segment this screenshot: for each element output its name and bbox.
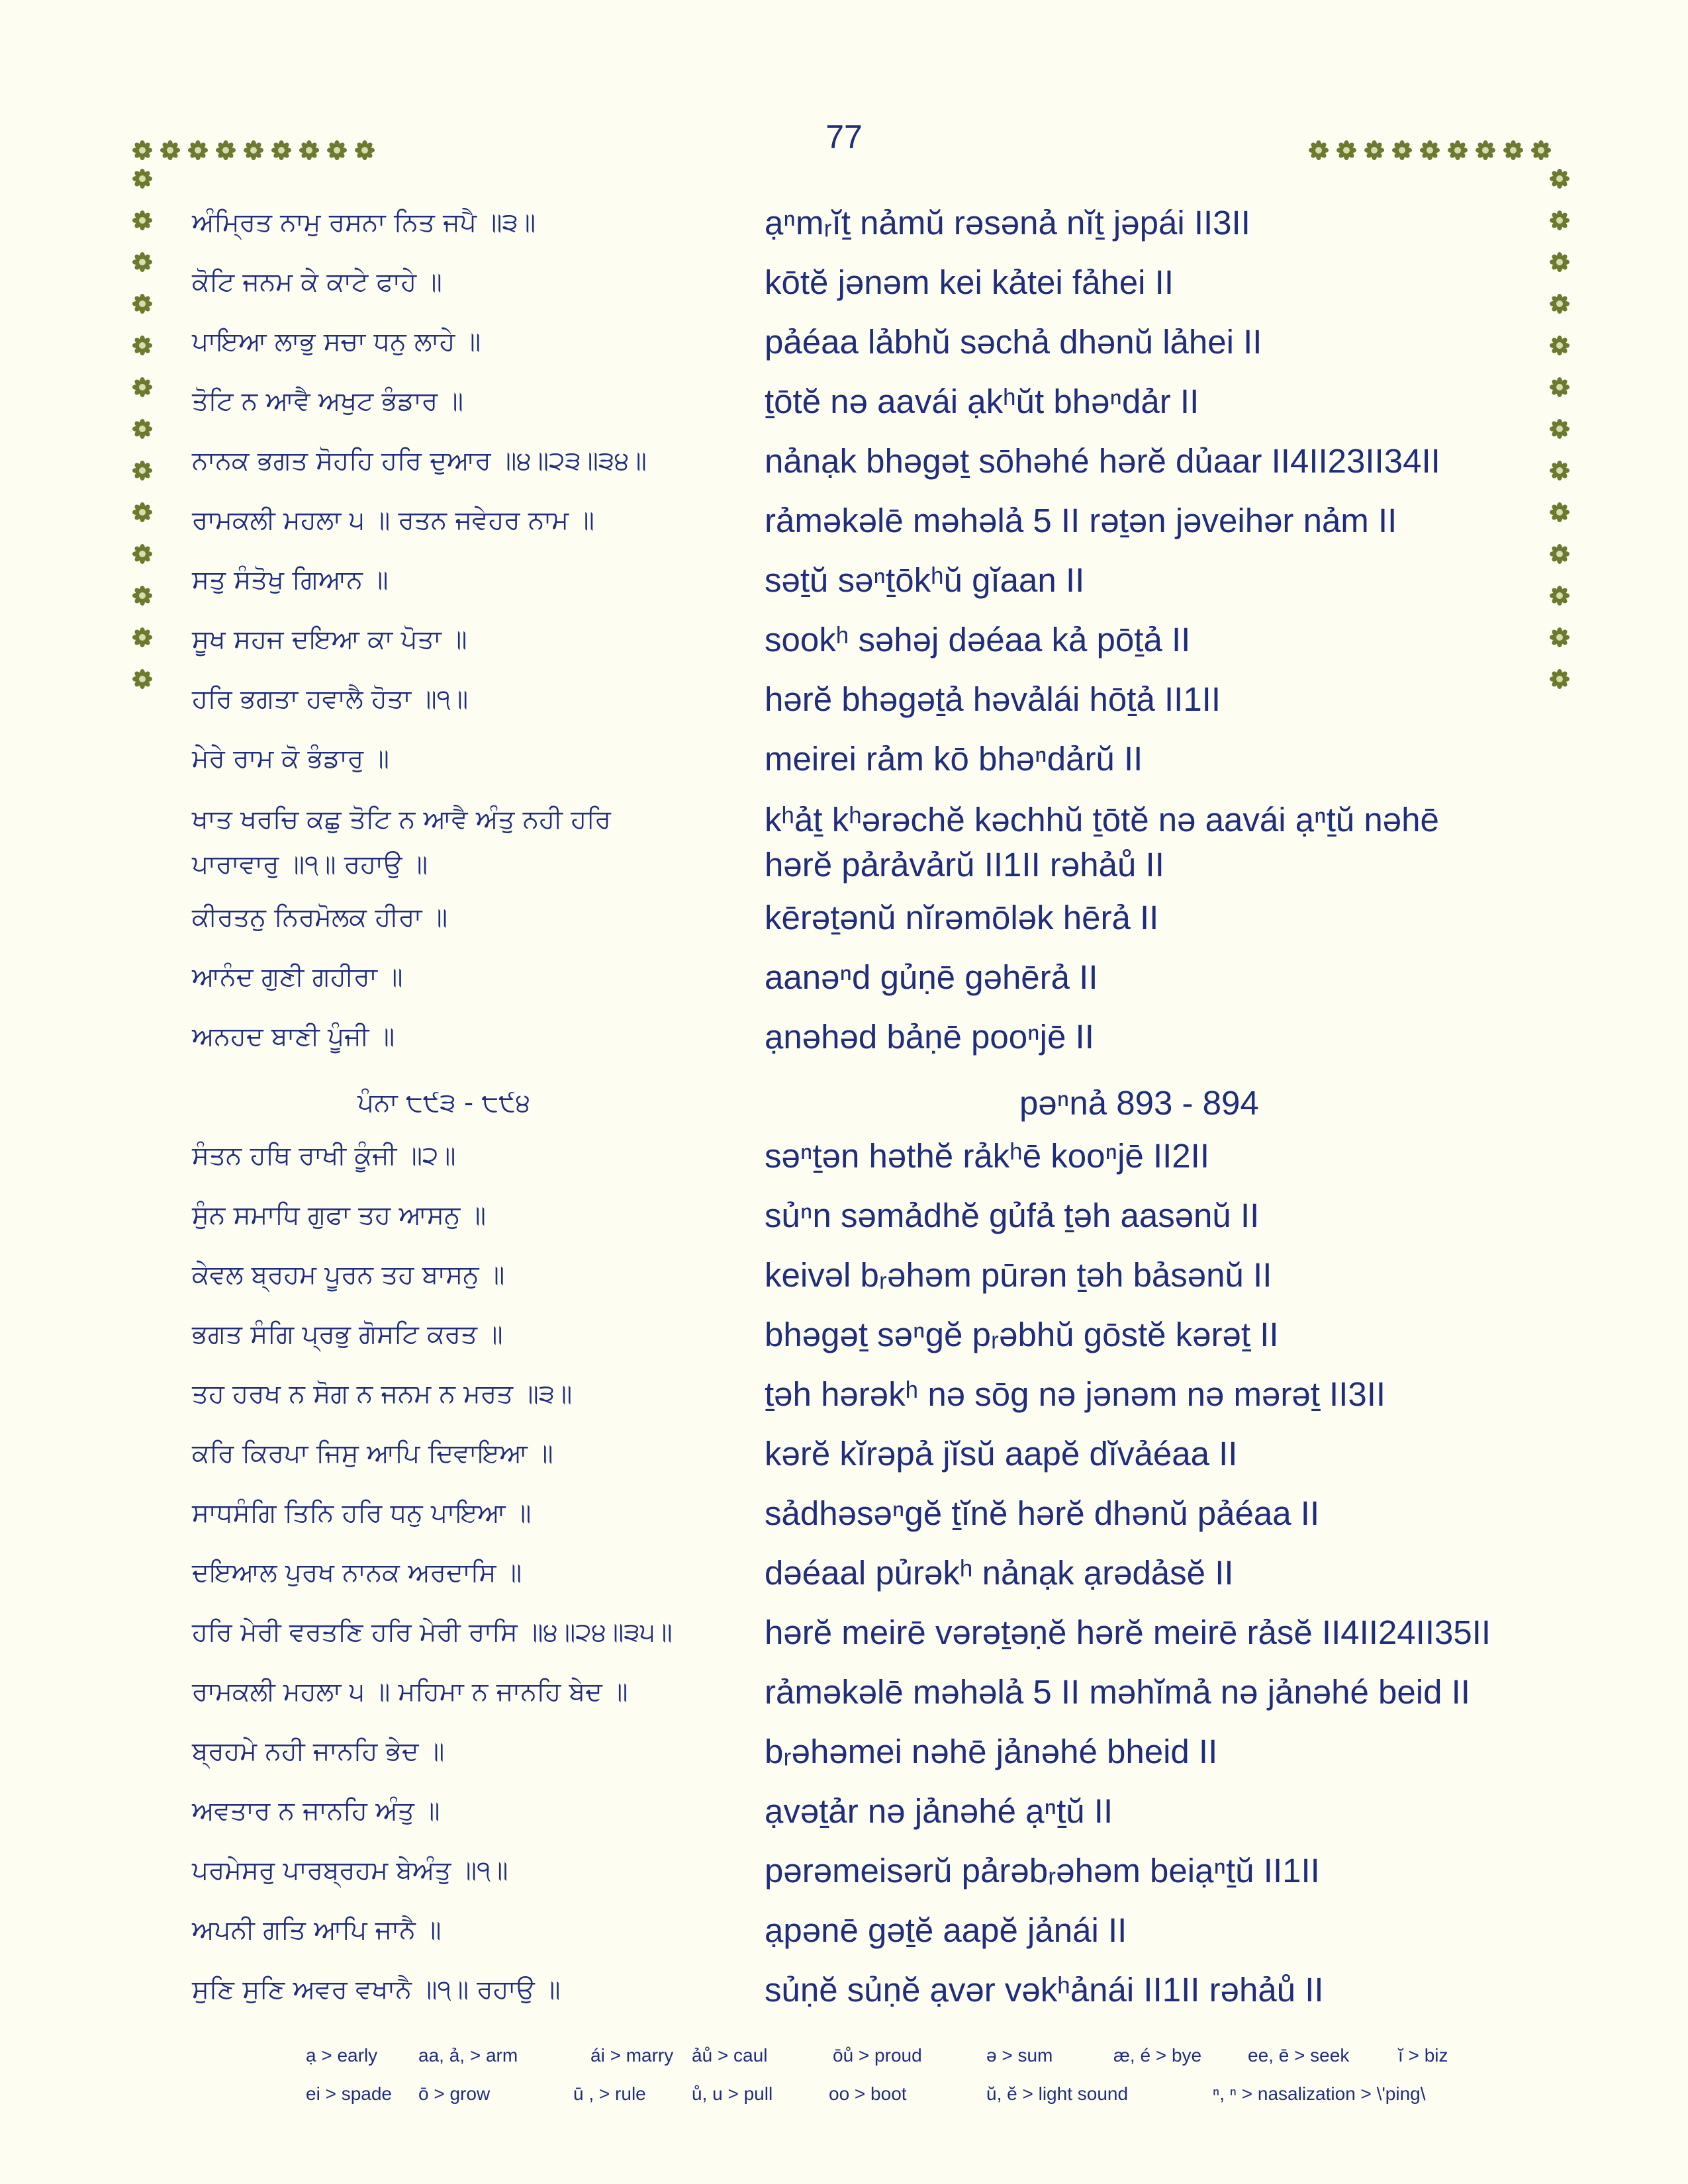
transliteration-text: sủṇĕ sủṇĕ ạvər vəkʰảnái II1II rəhảů II (765, 1971, 1324, 2009)
transliteration-text: ạpənē gəṯĕ aapĕ jảnái II (765, 1911, 1127, 1949)
transliteration-text: keivəl bᵣəhəm pūrən ṯəh bảsənŭ II (765, 1256, 1272, 1294)
transliteration-text: sủⁿn səmảdhĕ gủfả ṯəh aasənŭ II (765, 1197, 1260, 1234)
legend-item: ŭ, ĕ > light sound (986, 2083, 1129, 2104)
transliteration-text: ṯəh hərəkʰ nə sōg nə jənəm nə mərəṯ II3II (765, 1375, 1386, 1413)
flower-ornament-icon (1307, 139, 1330, 161)
flower-ornament-icon (131, 251, 154, 273)
gurmukhi-text: ਸਤੁ ਸੰਤੋਖੁ ਗਿਆਨ ॥ (192, 565, 389, 595)
flower-ornament-icon (131, 668, 154, 690)
gurmukhi-text: ਰਾਮਕਲੀ ਮਹਲਾ ੫ ॥ ਰਤਨ ਜਵੇਹਰ ਨਾਮ ॥ (192, 506, 594, 535)
transliteration-text: nảnạk bhəgəṯ sōhəhé hərĕ dủaar II4II23II34II (765, 442, 1440, 480)
flower-ornament-icon (1530, 139, 1552, 161)
gurmukhi-text: ਸੂਖ ਸਹਜ ਦਇਆ ਕਾ ਪੋਤਾ ॥ (192, 625, 467, 655)
legend-item: ōů > proud (833, 2045, 922, 2066)
gurmukhi-text: ਸੰਤਨ ਹਥਿ ਰਾਖੀ ਕੂੰਜੀ ॥੨॥ (192, 1141, 456, 1171)
legend-item: ĭ > biz (1398, 2045, 1448, 2066)
gurmukhi-text: ਪਰਮੇਸਰੁ ਪਾਰਬ੍ਰਹਮ ਬੇਅੰਤੁ ॥੧॥ (192, 1856, 508, 1886)
flower-ornament-icon (159, 139, 181, 161)
flower-ornament-icon (214, 139, 237, 161)
flower-ornament-icon (1548, 459, 1571, 482)
transliteration-text: səṯŭ səⁿṯōkʰŭ gĭaan II (765, 561, 1085, 599)
flower-ornament-icon (131, 334, 154, 357)
gurmukhi-text: ਕੋਟਿ ਜਨਮ ਕੇ ਕਾਟੇ ਫਾਹੇ ॥ (192, 267, 442, 297)
gurmukhi-text: ਕਰਿ ਕਿਰਪਾ ਜਿਸੁ ਆਪਿ ਦਿਵਾਇਆ ॥ (192, 1439, 553, 1469)
transliteration-text: bhəgəṯ səⁿgĕ pᵣəbhŭ gōstĕ kərəṯ II (765, 1316, 1279, 1353)
flower-ornament-icon (131, 459, 154, 482)
gurmukhi-text: ਤੋਟਿ ਨ ਆਵੈ ਅਖੁਟ ਭੰਡਾਰ ॥ (192, 387, 463, 416)
flower-ornament-icon (131, 584, 154, 607)
flower-ornament-icon (1335, 139, 1358, 161)
flower-ornament-icon (1548, 334, 1571, 357)
gurmukhi-text: ਅੰਮ੍ਰਿਤ ਨਾਮੁ ਰਸਨਾ ਨਿਤ ਜਪੈ ॥੩॥ (192, 208, 536, 238)
legend-item: aa, ả, > arm (418, 2045, 518, 2066)
transliteration-text: pəⁿnả 893 - 894 (1019, 1084, 1259, 1122)
legend-item: æ, é > bye (1113, 2045, 1202, 2066)
gurmukhi-text: ਭਗਤ ਸੰਗਿ ਪ੍ਰਭੁ ਗੋਸਟਿ ਕਰਤ ॥ (192, 1320, 503, 1349)
gurmukhi-text: ਹਰਿ ਭਗਤਾ ਹਵਾਲੈ ਹੋਤਾ ॥੧॥ (192, 684, 469, 714)
transliteration-text: dəéaal pủrəkʰ nảnạk ạrədảsĕ II (765, 1554, 1234, 1592)
transliteration-text: ạvəṯảr nə jảnəhé ạⁿṯŭ II (765, 1792, 1113, 1830)
transliteration-text: sookʰ səhəj dəéaa kả pōṯả II (765, 621, 1191, 659)
page-number: 77 (825, 118, 863, 156)
transliteration-text: pảéaa lảbhŭ səchả dhənŭ lảhei II (765, 323, 1262, 361)
legend-item: ee, ē > seek (1248, 2045, 1350, 2066)
gurmukhi-text: ਸਾਧਸੰਗਿ ਤਿਨਿ ਹਰਿ ਧਨੁ ਪਾਇਆ ॥ (192, 1498, 532, 1528)
flower-ornament-icon (131, 418, 154, 440)
flower-ornament-icon (1548, 584, 1571, 607)
flower-ornament-icon (187, 139, 209, 161)
flower-ornament-icon (326, 139, 348, 161)
legend-item: ů, u > pull (692, 2083, 773, 2104)
gurmukhi-text: ਸੁੰਨ ਸਮਾਧਿ ਗੁਫਾ ਤਹ ਆਸਨੁ ॥ (192, 1201, 486, 1230)
flower-ornament-icon (1548, 209, 1571, 232)
legend-item: oo > boot (829, 2083, 907, 2104)
gurmukhi-text: ਪੰਨਾ ੮੯੩ - ੮੯੪ (357, 1088, 531, 1118)
flower-ornament-icon (1548, 626, 1571, 649)
transliteration-text: pərəmeisərŭ pảrəbᵣəhəm beiạⁿṯŭ II1II (765, 1852, 1320, 1889)
transliteration-text: kʰảṯ kʰərəchĕ kəchhŭ ṯōtĕ nə aavái ạⁿṯŭ nəhē (765, 801, 1439, 839)
transliteration-text: kərĕ kĭrəpả jĭsŭ aapĕ dĭvảéaa II (765, 1435, 1238, 1473)
transliteration-text: səⁿṯən həthĕ rảkʰē kooⁿjē II2II (765, 1137, 1209, 1175)
transliteration-text: ạnəhəd bảṇē pooⁿjē II (765, 1018, 1094, 1056)
transliteration-text: ạⁿmᵣĭṯ nảmŭ rəsənả nĭṯ jəpái II3II (765, 204, 1250, 242)
transliteration-text: kērəṯənŭ nĭrəmōlək hērả II (765, 899, 1159, 936)
transliteration-text: bᵣəhəmei nəhē jảnəhé bheid II (765, 1733, 1218, 1770)
flower-ornament-icon (1419, 139, 1441, 161)
flower-ornament-icon (353, 139, 376, 161)
gurmukhi-text: ਤਹ ਹਰਖ ਨ ਸੋਗ ਨ ਜਨਮ ਨ ਮਰਤ ॥੩॥ (192, 1379, 573, 1409)
gurmukhi-text: ਸੁਣਿ ਸੁਣਿ ਅਵਰ ਵਖਾਨੈ ॥੧॥ ਰਹਾਉ ॥ (192, 1975, 561, 2005)
flower-ornament-icon (131, 139, 154, 161)
gurmukhi-text: ਅਪਨੀ ਗਤਿ ਆਪਿ ਜਾਨੈ ॥ (192, 1915, 442, 1945)
gurmukhi-text: ਹਰਿ ਮੇਰੀ ਵਰਤਣਿ ਹਰਿ ਮੇਰੀ ਰਾਸਿ ॥੪॥੨੪॥੩੫॥ (192, 1617, 673, 1647)
gurmukhi-text: ਪਾਰਾਵਾਰੁ ॥੧॥ ਰਹਾਉ ॥ (192, 850, 428, 880)
flower-ornament-icon (1548, 293, 1571, 315)
flower-ornament-icon (131, 209, 154, 232)
transliteration-text: hərĕ meirē vərəṯəṇĕ hərĕ meirē rảsĕ II4II24II35II (765, 1614, 1491, 1651)
gurmukhi-text: ਰਾਮਕਲੀ ਮਹਲਾ ੫ ॥ ਮਹਿਮਾ ਨ ਜਾਨਹਿ ਬੇਦ ॥ (192, 1677, 628, 1707)
flower-ornament-icon (1548, 668, 1571, 690)
legend-item: ái > marry (590, 2045, 674, 2066)
gurmukhi-text: ਅਨਹਦ ਬਾਣੀ ਪੂੰਜੀ ॥ (192, 1022, 395, 1052)
flower-ornament-icon (1548, 251, 1571, 273)
transliteration-text: meirei rảm kō bhəⁿdảrŭ II (765, 740, 1143, 778)
transliteration-text: sảdhəsəⁿgĕ ṯĭnĕ hərĕ dhənŭ pảéaa II (765, 1494, 1320, 1532)
gurmukhi-text: ਕੀਰਤਨੁ ਨਿਰਮੋਲਕ ਹੀਰਾ ॥ (192, 903, 448, 933)
flower-ornament-icon (242, 139, 265, 161)
flower-ornament-icon (1548, 501, 1571, 523)
gurmukhi-text: ਦਇਆਲ ਪੁਰਖ ਨਾਨਕ ਅਰਦਾਸਿ ॥ (192, 1558, 522, 1588)
transliteration-text: rảməkəlē məhəlả 5 II məhĭmả nə jảnəhé beid II (765, 1673, 1470, 1711)
gurmukhi-text: ਅਵਤਾਰ ਨ ਜਾਨਹਿ ਅੰਤੁ ॥ (192, 1796, 440, 1826)
flower-ornament-icon (131, 293, 154, 315)
legend-item: ū , > rule (573, 2083, 646, 2104)
transliteration-text: hərĕ bhəgəṯả həvảlái hōṯả II1II (765, 680, 1221, 718)
flower-ornament-icon (1548, 418, 1571, 440)
flower-ornament-icon (131, 543, 154, 565)
flower-ornament-icon (1391, 139, 1413, 161)
flower-ornament-icon (1363, 139, 1385, 161)
flower-ornament-icon (1548, 167, 1571, 190)
gurmukhi-text: ਬ੍ਰਹਮੇ ਨਹੀ ਜਾਨਹਿ ਭੇਦ ॥ (192, 1737, 445, 1766)
legend-item: ei > spade (306, 2083, 392, 2104)
transliteration-text: kōtĕ jənəm kei kảtei fảhei II (765, 263, 1174, 301)
flower-ornament-icon (1502, 139, 1524, 161)
gurmukhi-text: ਆਨੰਦ ਗੁਣੀ ਗਹੀਰਾ ॥ (192, 962, 403, 992)
legend-item: ə > sum (986, 2045, 1053, 2066)
flower-ornament-icon (1548, 376, 1571, 398)
legend-item: ō > grow (418, 2083, 491, 2104)
gurmukhi-text: ਮੇਰੇ ਰਾਮ ਕੋ ਭੰਡਾਰੁ ॥ (192, 744, 389, 774)
flower-ornament-icon (131, 501, 154, 523)
transliteration-text: aanəⁿd gủṇē gəhērả II (765, 958, 1098, 996)
transliteration-text: hərĕ pảrảvảrŭ II1II rəhảů II (765, 846, 1164, 884)
legend-item: ạ > early (306, 2045, 378, 2066)
gurmukhi-text: ਨਾਨਕ ਭਗਤ ਸੋਹਹਿ ਹਰਿ ਦੁਆਰ ॥੪॥੨੩॥੩੪॥ (192, 446, 647, 476)
legend-item: ⁿ, ⁿ > nasalization > \'ping\ (1213, 2083, 1426, 2104)
gurmukhi-text: ਕੇਵਲ ਬ੍ਰਹਮ ਪੂਰਨ ਤਹ ਬਾਸਨੁ ॥ (192, 1260, 505, 1290)
legend-item: ảů > caul (692, 2045, 768, 2066)
flower-ornament-icon (1548, 543, 1571, 565)
flower-ornament-icon (131, 376, 154, 398)
flower-ornament-icon (1474, 139, 1497, 161)
flower-ornament-icon (131, 626, 154, 649)
flower-ornament-icon (1446, 139, 1469, 161)
gurmukhi-text: ਖਾਤ ਖਰਚਿ ਕਛੁ ਤੋਟਿ ਨ ਆਵੈ ਅੰਤੁ ਨਹੀ ਹਰਿ (192, 805, 611, 835)
gurmukhi-text: ਪਾਇਆ ਲਾਭੁ ਸਚਾ ਧਨੁ ਲਾਹੇ ॥ (192, 327, 481, 357)
flower-ornament-icon (131, 167, 154, 190)
transliteration-text: ṯōtĕ nə aavái ạkʰŭt bhəⁿdảr II (765, 383, 1199, 420)
transliteration-text: rảməkəlē məhəlả 5 II rəṯən jəveihər nảm II (765, 502, 1397, 539)
flower-ornament-icon (270, 139, 293, 161)
flower-ornament-icon (298, 139, 320, 161)
